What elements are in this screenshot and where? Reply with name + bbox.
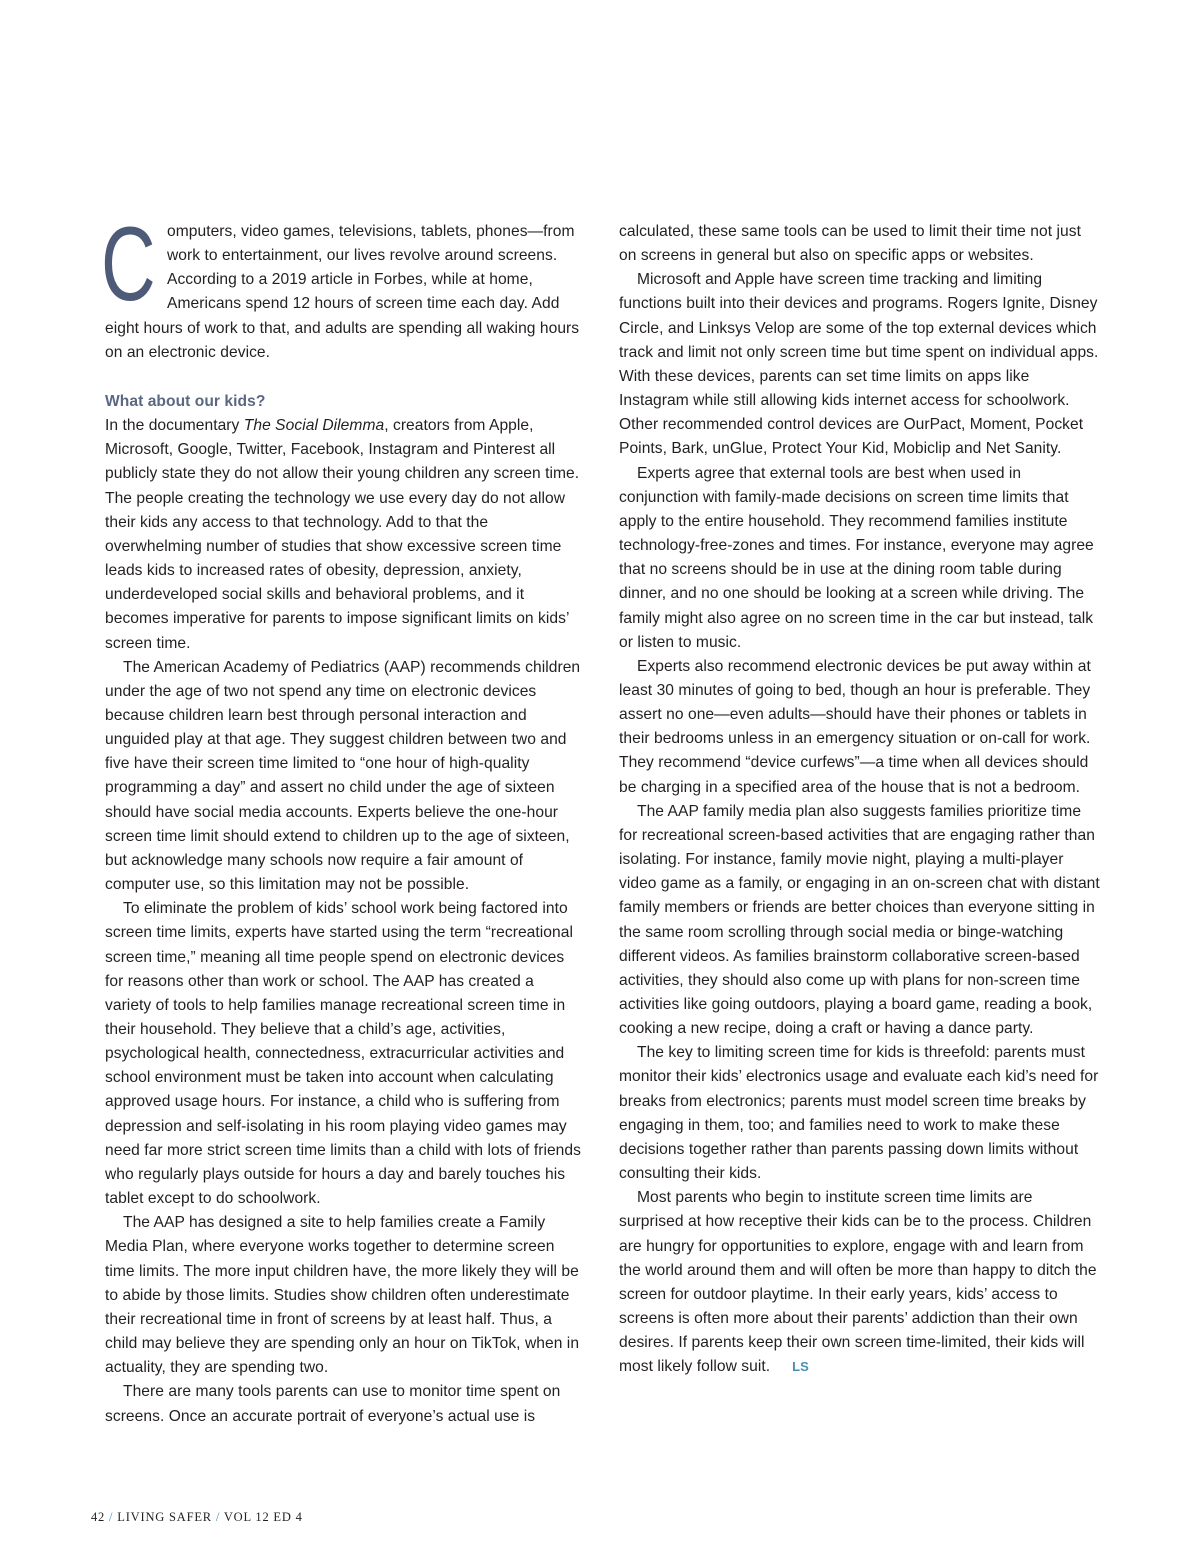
separator: / — [215, 1510, 221, 1524]
paragraph-text: In the documentary — [105, 417, 244, 435]
intro-text: omputers, video games, televisions, tablets, phones—from work to entertainment, our lives revolve around screens. According to a 2019 article in Forbes, while at home, Americans spend 12 hours of screen time each day. Add eight hours of work to that, and adults are spending all waking hours on an electronic device. — [105, 223, 580, 361]
body-paragraph: There are many tools parents can use to monitor time spent on screens. Once an accurate portrait of everyone’s actual use is — [105, 1383, 561, 1425]
publication-name: LIVING SAFER — [117, 1510, 212, 1524]
body-paragraph — [105, 414, 582, 656]
body-paragraph: calculated, these same tools can be used to limit their time not just on screens in general but also on specific apps or websites. — [619, 223, 1081, 265]
section-heading: What about our kids? — [105, 392, 266, 410]
body-paragraph — [619, 1186, 1101, 1379]
paragraph-text: , creators from Apple, Microsoft, Google, Twitter, Facebook, Instagram and Pinterest all publicly state they do not allow their young children any screen time. The people creating the technology we use every day do not allow their kids any access to that technology. Add to that the overwhelming number of studies that show excessive screen time leads kids to increased rates of obesity, depression, anxiety, underdeveloped social skills and behavioral problems, and it becomes imperative for parents to impose significant limits on kids’ screen time. — [105, 417, 580, 652]
left-column — [101, 206, 582, 1429]
body-paragraph: Experts also recommend electronic devices be put away within at least 30 minutes of going to bed, though an hour is preferable. They assert no one—even adults—should have their phones or tablets in their bedrooms unless in an emergency situation or on-call for work. They recommend “device curfews”—a time when all devices should be charging in a specified area of the house that is not a bedroom. — [619, 657, 1091, 796]
documentary-title: The Social Dilemma — [243, 417, 385, 435]
issue-label: VOL 12 ED 4 — [223, 1510, 303, 1524]
intro-paragraph — [101, 206, 582, 365]
page-number: 42 — [91, 1510, 106, 1524]
body-paragraph: Experts agree that external tools are best when used in conjunction with family-made decisions on screen time limits that apply to the entire household. They recommend families institute technology-free-zones and times. For instance, everyone may agree that no screens should be in use at the dining room table during dinner, and no one should be looking at a screen while driving. The family might also agree on no screen time in the car but instead, talk or listen to music. — [619, 464, 1094, 651]
right-column — [619, 220, 1101, 1380]
end-mark-icon: LS — [792, 1359, 809, 1375]
drop-cap: C — [101, 206, 156, 323]
body-paragraph: The AAP has designed a site to help families create a Family Media Plan, where everyone works together to determine screen time limits. The more input children have, the more likely they will be to abide by those limits. Studies show children often underestimate their recreational time in front of screens by at least half. Thus, a child may believe they are spending only an hour on TikTok, when in actuality, they are spending two. — [105, 1214, 580, 1377]
body-paragraph: Microsoft and Apple have screen time tracking and limiting functions built into their devices and programs. Rogers Ignite, Disney Circle, and Linksys Velop are some of the top external devices which track and limit not only screen time but time spent on individual apps. With these devices, parents can set time limits on apps like Instagram while still allowing kids internet access for schoolwork. Other recommended control devices are OurPact, Moment, Pocket Points, Bark, unGlue, Protect Your Kid, Mobiclip and Net Sanity. — [619, 271, 1099, 458]
separator: / — [109, 1510, 114, 1524]
body-paragraph: The AAP family media plan also suggests families prioritize time for recreational screen-based activities that are engaging rather than isolating. For instance, family movie night, playing a multi-player video game as a family, or engaging in an on-screen chat with distant family members or friends are better choices than everyone sitting in the same room scrolling through social media or binge-watching different videos. As families brainstorm collaborative screen-based activities, they should also come up with plans for non-screen time activities like going outdoors, playing a board game, reading a book, cooking a new recipe, doing a craft or having a dance party. — [619, 802, 1100, 1038]
body-paragraph: The key to limiting screen time for kids is threefold: parents must monitor their kids’ electronics usage and evaluate each kid’s need for breaks from electronics; parents must model screen time breaks by engaging in them, too; and families need to work to make these decisions together rather than parents passing down limits without consulting their kids. — [619, 1044, 1099, 1183]
paragraph-text: Most parents who begin to institute screen time limits are surprised at how receptive their kids can be to the process. Children are hungry for opportunities to explore, engage with and learn from the world around them and will often be more than happy to ditch the screen for outdoor playtime. In their early years, kids’ access to screens is often more about their parents’ addiction than their own desires. If parents keep their own screen time-limited, their kids will most likely follow suit. — [619, 1189, 1097, 1376]
body-paragraph: To eliminate the problem of kids’ school work being factored into screen time limits, experts have started using the term “recreational screen time,” meaning all time people spend on electronic devices for reasons other than work or school. The AAP has created a variety of tools to help families manage recreational screen time in their household. They believe that a child’s age, activities, psychological health, connectedness, extracurricular activities and school environment must be taken into account when calculating approved usage hours. For instance, a child who is suffering from depression and self-isolating in his room playing video games may need far more strict screen time limits than a child with lots of friends who regularly plays outside for hours a day and barely touches his tablet except to do schoolwork. — [105, 900, 581, 1208]
page-footer — [91, 1510, 303, 1525]
body-paragraph: The American Academy of Pediatrics (AAP) recommends children under the age of two not spend any time on electronic devices because children learn best through personal interaction and unguided play at that age. They suggest children between two and five have their screen time limited to “one hour of high-quality programming a day” and assert no child under the age of sixteen should have social media accounts. Experts believe the one-hour screen time limit should extend to children up to the age of sixteen, but acknowledge many schools now require a fair amount of computer use, so this limitation may not be possible. — [105, 658, 581, 894]
